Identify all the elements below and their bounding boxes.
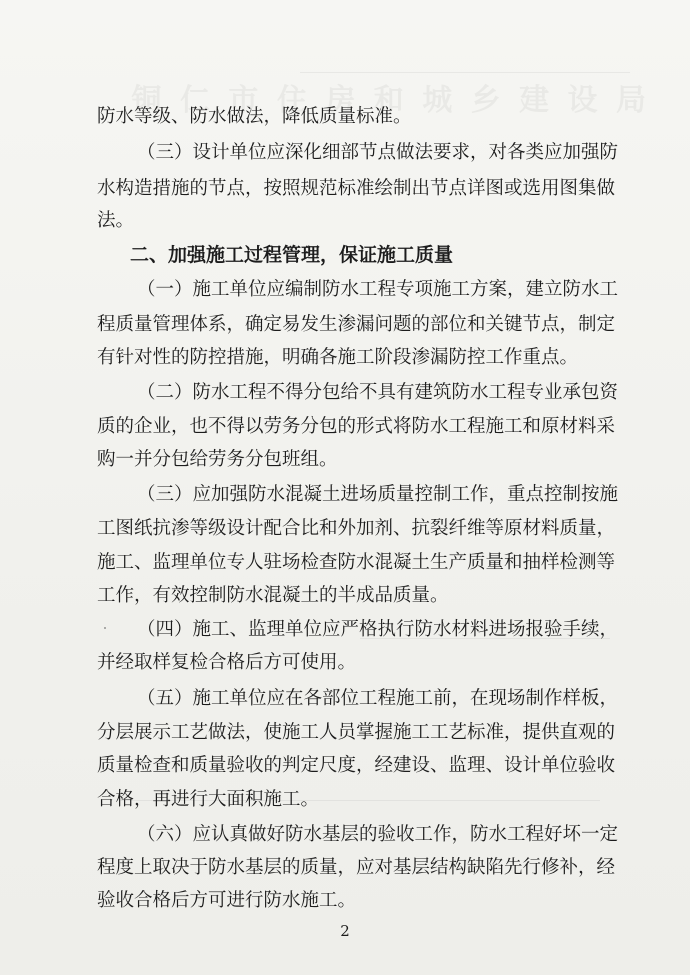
text-line: 并经取样复检合格后方可使用。 [97, 652, 357, 673]
paragraph-item-three-design: （三）设计单位应深化细部节点做法要求，对各类应加强防 [137, 142, 619, 163]
paragraph-item-one: （一）施工单位应编制防水工程专项施工方案，建立防水工 [137, 279, 619, 300]
text-line: 验收合格后方可进行防水施工。 [97, 890, 357, 911]
text-line: 法。 [97, 210, 135, 231]
text-line: 质量检查和质量验收的判定尺度，经建设、监理、设计单位验收 [97, 755, 616, 776]
section-heading: 二、加强施工过程管理，保证施工质量 [130, 244, 454, 266]
paragraph-item-three: （三）应加强防水混凝土进场质量控制工作，重点控制按施 [137, 484, 619, 505]
paragraph-item-two: （二）防水工程不得分包给不具有建筑防水工程专业承包资 [137, 382, 619, 403]
page-number: 2 [340, 922, 350, 940]
scan-speck [104, 627, 106, 629]
text-line: 合格，再进行大面积施工。 [97, 789, 320, 810]
text-line: 分层展示工艺做法，使施工人员掌握施工工艺标准，提供直观的 [97, 722, 616, 743]
paragraph-item-six: （六）应认真做好防水基层的验收工作，防水工程好坏一定 [137, 824, 619, 845]
text-line: 质的企业，也不得以劳务分包的形式将防水工程施工和原材料采 [97, 416, 616, 437]
paragraph-item-four: （四）施工、监理单位应严格执行防水材料进场报验手续， [137, 619, 619, 640]
text-line: 施工、监理单位专人驻场检查防水混凝土生产质量和抽样检测等 [97, 552, 616, 573]
text-line: 工图纸抗渗等级设计配合比和外加剂、抗裂纤维等原材料质量， [97, 518, 616, 539]
text-line: 有针对性的防控措施，明确各施工阶段渗漏防控工作重点。 [97, 347, 579, 368]
text-line: 水构造措施的节点，按照规范标准绘制出节点详图或选用图集做 [97, 178, 616, 199]
text-line: 程度上取决于防水基层的质量，应对基层结构缺陷先行修补，经 [97, 857, 616, 878]
bleed-through-rule [300, 72, 630, 73]
text-line: 程质量管理体系，确定易发生渗漏问题的部位和关键节点，制定 [97, 314, 616, 335]
text-line: 防水等级、防水做法，降低质量标准。 [97, 106, 412, 127]
text-line: 工作，有效控制防水混凝土的半成品质量。 [97, 585, 449, 606]
paragraph-item-five: （五）施工单位应在各部位工程施工前，在现场制作样板， [137, 688, 619, 709]
text-line: 购一并分包给劳务分包班组。 [97, 449, 338, 470]
